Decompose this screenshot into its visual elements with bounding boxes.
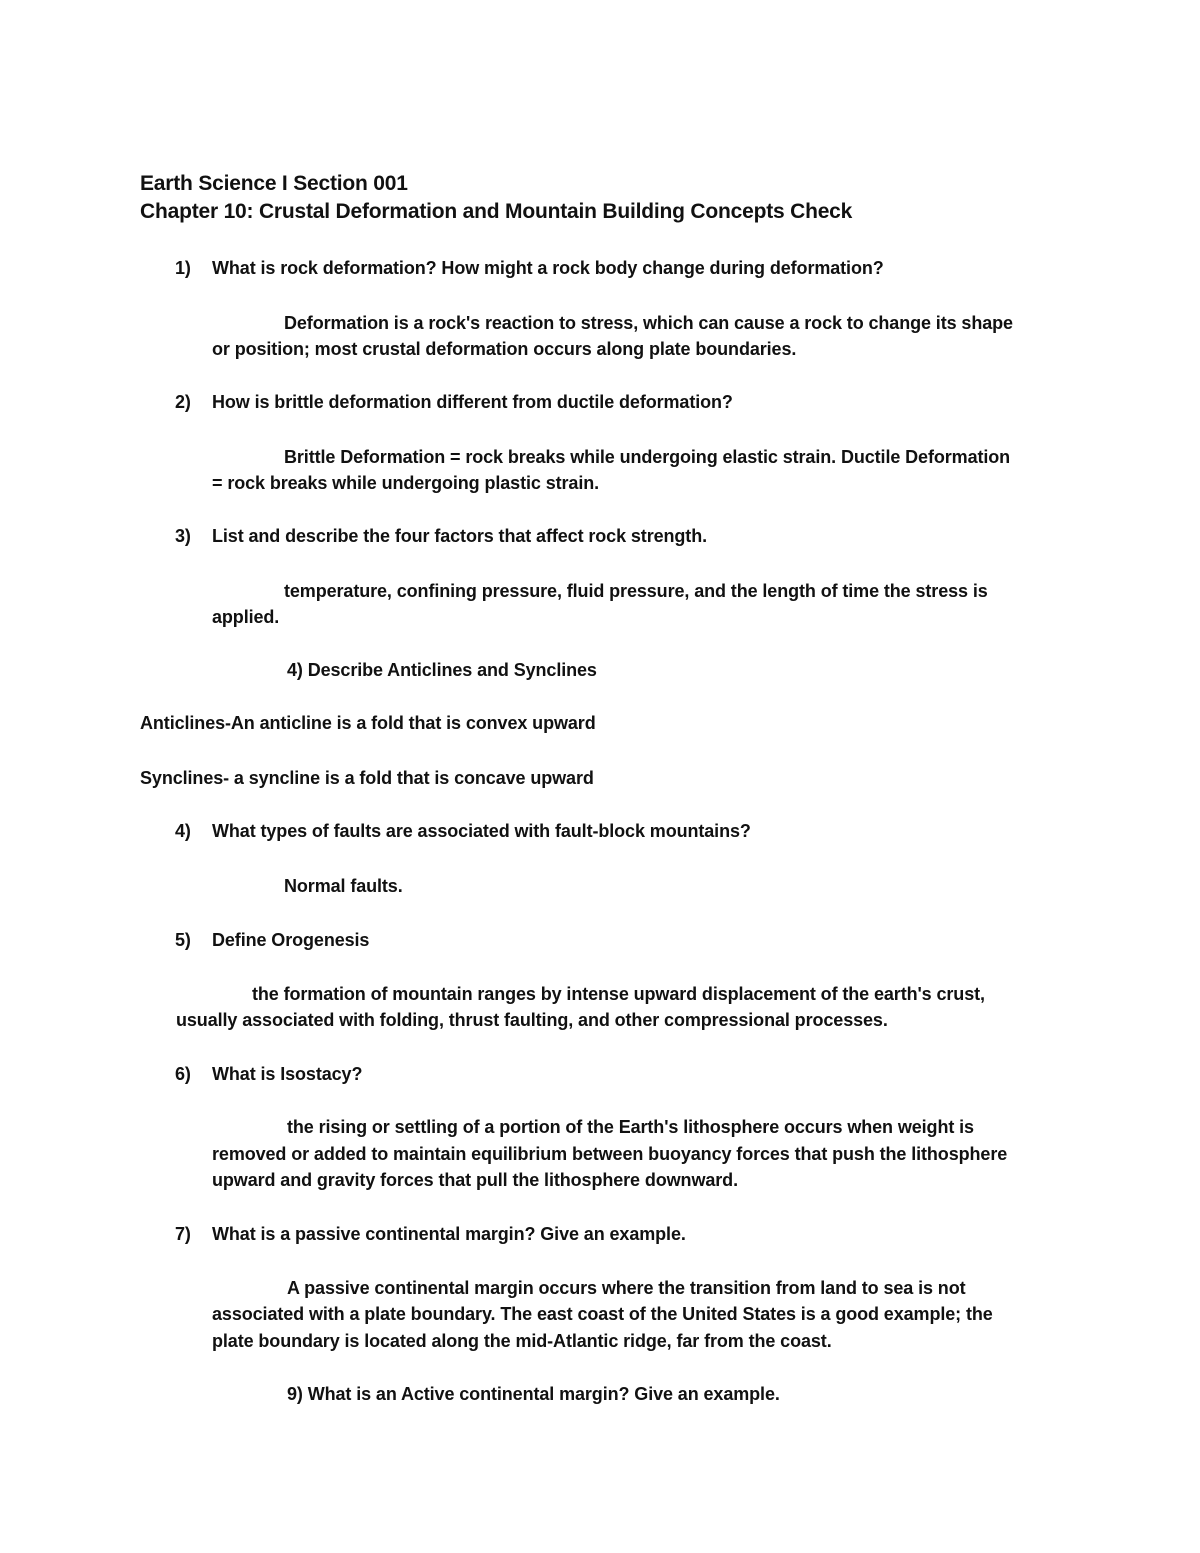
chapter-title: Chapter 10: Crustal Deformation and Mountain Building Concepts Check [140,200,853,223]
question-text: What is Isostacy? [212,1064,363,1084]
question-number: 4) [175,821,191,841]
question-number: 6) [175,1064,191,1084]
question-text: What is rock deformation? How might a rock body change during deformation? [212,258,884,278]
answer-text: usually associated with folding, thrust faulting, and other compressional processes. [176,1010,888,1030]
question-number: 3) [175,526,191,546]
answer-text: Brittle Deformation = rock breaks while undergoing elastic strain. Ductile Deformation [284,447,1011,467]
answer-text: Synclines- a syncline is a fold that is concave upward [140,768,594,788]
answer-text: or position; most crustal deformation occurs along plate boundaries. [212,339,797,359]
question-number: 5) [175,930,191,950]
question-text: What is a passive continental margin? Give an example. [212,1224,686,1244]
answer-text: the rising or settling of a portion of the Earth's lithosphere occurs when weight is [287,1117,974,1137]
question-text: List and describe the four factors that affect rock strength. [212,526,707,546]
answer-text: upward and gravity forces that pull the lithosphere downward. [212,1170,738,1190]
answer-text: applied. [212,607,280,627]
answer-text: associated with a plate boundary. The east coast of the United States is a good example; the [212,1304,993,1324]
course-title: Earth Science I Section 001 [140,172,408,195]
answer-text: temperature, confining pressure, fluid pressure, and the length of time the stress is [284,581,988,601]
answer-text: removed or added to maintain equilibrium between buoyancy forces that push the lithosphere [212,1144,1008,1164]
question-number: 1) [175,258,191,278]
question-text: 9) What is an Active continental margin? Give an example. [287,1384,780,1404]
question-text: Define Orogenesis [212,930,370,950]
answer-text: Deformation is a rock's reaction to stress, which can cause a rock to change its shape [284,313,1013,333]
answer-text: = rock breaks while undergoing plastic strain. [212,473,600,493]
question-text: What types of faults are associated with fault-block mountains? [212,821,751,841]
answer-text: plate boundary is located along the mid-Atlantic ridge, far from the coast. [212,1331,832,1351]
question-text: How is brittle deformation different from ductile deformation? [212,392,733,412]
question-text: 4) Describe Anticlines and Synclines [287,660,597,680]
answer-text: the formation of mountain ranges by intense upward displacement of the earth's crust, [252,984,985,1004]
answer-text: Normal faults. [284,876,403,896]
answer-text: Anticlines-An anticline is a fold that is convex upward [140,713,596,733]
question-number: 7) [175,1224,191,1244]
question-number: 2) [175,392,191,412]
answer-text: A passive continental margin occurs where the transition from land to sea is not [287,1278,966,1298]
